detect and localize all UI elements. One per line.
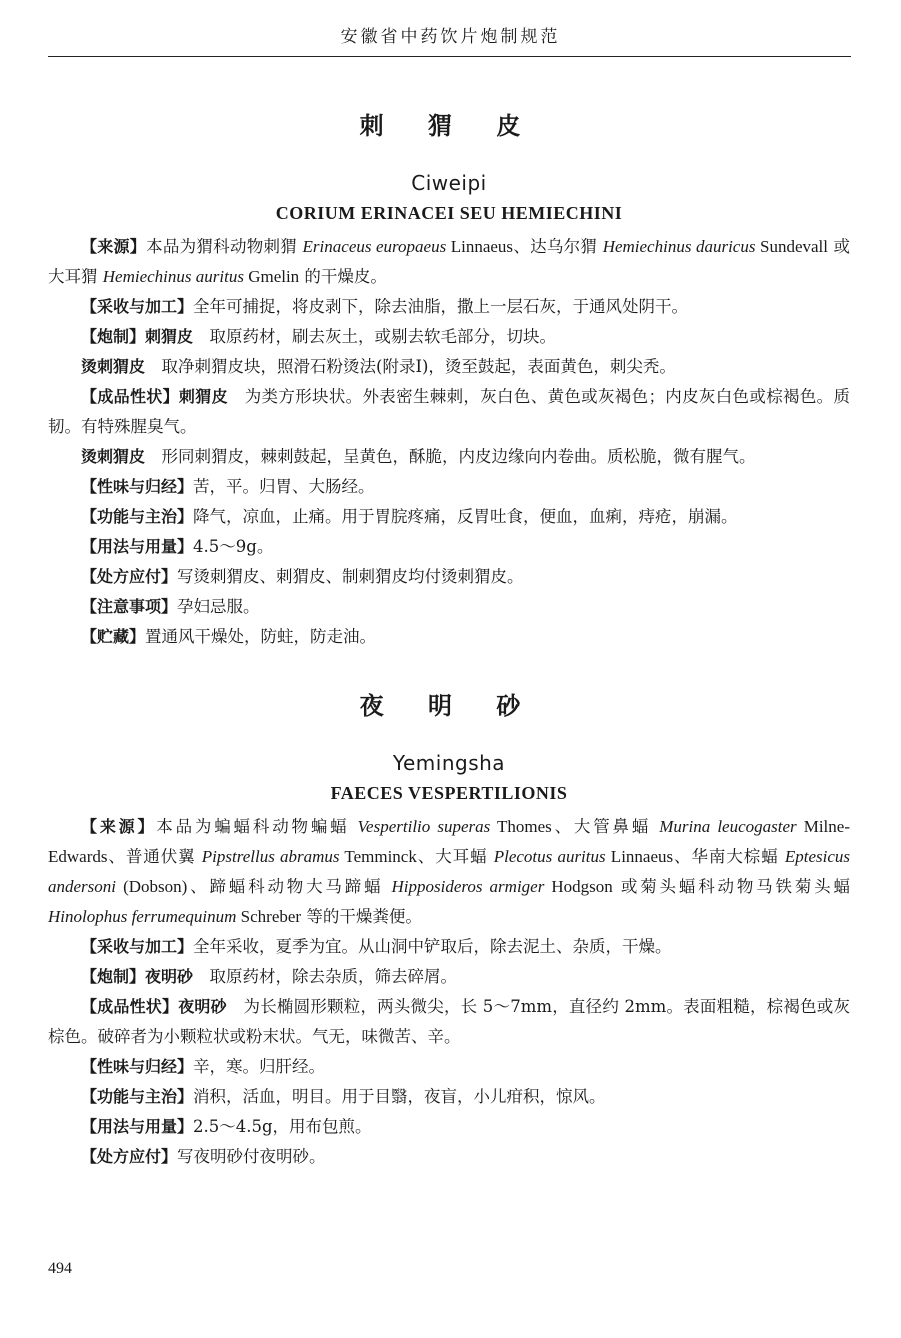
taste-paragraph: 【性味与归经】苦，平。归胃、大肠经。 [81, 477, 375, 496]
function-paragraph: 【功能与主治】降气，凉血，止痛。用于胃脘疼痛，反胃吐食，便血，血痢，痔疮，崩漏。 [81, 507, 738, 526]
usage-paragraph: 【用法与用量】4.5～9g。 [81, 537, 274, 556]
properties-paragraph: 【成品性状】刺猬皮 为类方形块状。外表密生棘刺，灰白色、黄色或灰褐色；内皮灰白色或棕褐色。质韧。有特殊腥臭气。 [48, 387, 850, 436]
prescription-paragraph: 【处方应付】写烫刺猬皮、刺猬皮、制刺猬皮均付烫刺猬皮。 [81, 567, 524, 586]
properties-paragraph: 【成品性状】夜明砂 为长椭圆形颗粒，两头微尖，长 5～7mm，直径约 2mm。表面粗糙，棕褐色或灰棕色。破碎者为小颗粒状或粉末状。气无，味微苦、辛。 [48, 997, 850, 1046]
header-rule [48, 56, 851, 57]
processing-paragraph: 【炮制】刺猬皮 取原药材，刷去灰土，或剔去软毛部分，切块。 [81, 327, 557, 346]
entry-latin-name: CORIUM ERINACEI SEU HEMIECHINI [275, 203, 623, 223]
storage-paragraph: 【贮藏】置通风干燥处，防蛀，防走油。 [81, 627, 377, 646]
running-header: 安徽省中药饮片炮制规范 [340, 27, 561, 47]
prescription-paragraph: 【处方应付】写夜明砂付夜明砂。 [81, 1147, 326, 1166]
entry-pinyin: Yemingsha [392, 751, 506, 775]
harvest-paragraph: 【采收与加工】全年采收，夏季为宜。从山洞中铲取后，除去泥土、杂质，干燥。 [81, 937, 672, 956]
taste-paragraph: 【性味与归经】辛，寒。归肝经。 [81, 1057, 326, 1076]
page-number: 494 [48, 1260, 72, 1277]
function-paragraph: 【功能与主治】消积，活血，明目。用于目翳，夜盲，小儿疳积，惊风。 [81, 1087, 606, 1106]
entry-pinyin: Ciweipi [411, 171, 487, 195]
entry-yemingsha [48, 686, 850, 1172]
source-paragraph: 【来源】本品为蝙蝠科动物蝙蝠 Vespertilio superas Thomes、大管鼻蝠 Murina leucogaster Milne-Edwards、普通伏翼 Pipstrellus abramus Temminck、大耳蝠 Plecotus auritus Linnaeus、华南大棕蝠 Eptesicus andersoni (Dobson)、蹄蝠科动物大马蹄蝠 Hipposideros armiger Hodgson 或菊头蝠科动物马铁菊头蝠 Hinolophus ferrumequinum Schreber 等的干燥粪便。 [48, 817, 851, 926]
properties-paragraph-2: 烫刺猬皮 形同刺猬皮，棘刺鼓起，呈黄色，酥脆，内皮边缘向内卷曲。质松脆，微有腥气。 [81, 447, 756, 466]
harvest-paragraph: 【采收与加工】全年可捕捉，将皮剥下，除去油脂，撒上一层石灰，于通风处阴干。 [81, 297, 689, 316]
entry-title: 夜 明 砂 [359, 692, 539, 720]
processing-paragraph: 【炮制】夜明砂 取原药材，除去杂质，筛去碎屑。 [81, 967, 458, 986]
entry-ciweipi [48, 106, 850, 652]
caution-paragraph: 【注意事项】孕妇忌服。 [81, 597, 260, 616]
entry-latin-name: FAECES VESPERTILIONIS [330, 783, 568, 803]
source-paragraph: 【来源】本品为猬科动物刺猬 Erinaceus europaeus Linnaeus、达乌尔猬 Hemiechinus dauricus Sundevall 或大耳猬 Hemiechinus auritus Gmelin 的干燥皮。 [48, 237, 850, 286]
entry-title: 刺 猬 皮 [359, 112, 539, 140]
usage-paragraph: 【用法与用量】2.5～4.5g，用布包煎。 [81, 1117, 372, 1136]
page-content [48, 98, 850, 1172]
processing-paragraph-2: 烫刺猬皮 取净刺猬皮块，照滑石粉烫法(附录Ⅰ)，烫至鼓起，表面黄色，刺尖秃。 [81, 357, 676, 376]
